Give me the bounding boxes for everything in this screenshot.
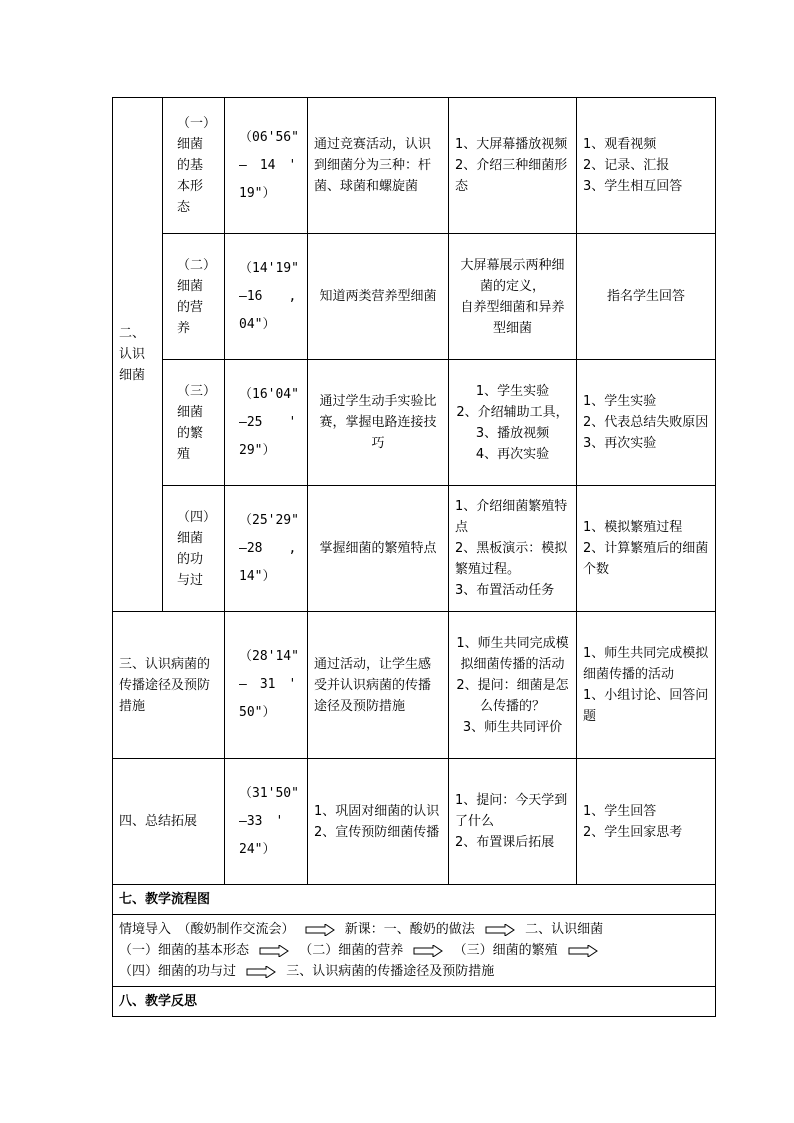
time-line: – 31 ' [239,677,297,692]
time-line: –16 , [239,288,297,304]
table-row [113,360,716,486]
time-cell [225,360,308,486]
student-cell [577,759,716,885]
time-line: （25'29" [239,512,299,528]
teacher-line: 自养型细菌和异养型细菌 [460,299,565,336]
time-line: – 14 ' [239,157,297,173]
student-cell [577,486,716,612]
teacher-line: 1、介绍细菌繁殖特点 [455,499,568,535]
sub-line: 与过 [177,572,204,588]
lesson-plan-table [112,97,716,1017]
teacher-line: 2、提问：细菌是怎么传播的？ [456,677,569,714]
goal-cell [308,486,449,612]
arrow-right-icon [305,924,335,936]
goal-cell [308,612,449,759]
time-line: –28 , [239,540,297,556]
flow-step: （一）细菌的基本形态 [119,943,250,958]
teacher-line: 3、师生共同评价 [462,719,563,735]
arrow-right-icon [246,966,276,978]
time-line: （06'56" [239,129,299,145]
student-line: 1、学生回答 [583,803,657,819]
teacher-cell [449,360,577,486]
section-title: 四、总结拓展 [119,814,198,829]
sub-line: 的基 [177,158,204,173]
table-row [113,234,716,360]
time-line: –33 ' [239,813,284,829]
time-line: 14"） [239,568,276,584]
goal-cell [308,234,449,360]
teacher-line: 2、介绍三种细菌形态 [455,158,568,194]
table-row [113,759,716,885]
flow-step: 情境导入 （酸奶制作交流会） [119,922,295,937]
goal-cell [308,98,449,234]
sub-line: 细菌 [177,137,204,152]
teacher-line: 3、播放视频 [475,425,550,441]
reflect-title: 八、教学反思 [119,994,198,1009]
teacher-line: 4、再次实验 [475,446,550,462]
flow-step: 新课：一、酸奶的做法 [344,922,475,937]
time-line: 50"） [239,705,276,720]
flow-cell [113,915,716,987]
sub-line: 细菌 [177,404,204,420]
subsection-cell [163,98,225,234]
time-line: –25 ' [239,414,297,430]
subsection-cell [163,234,225,360]
time-line: （28'14" [239,649,299,664]
sub-line: （三） [177,383,217,399]
section-cell [113,759,225,885]
goal-cell [308,759,449,885]
student-line: 2、代表总结失败原因 [583,415,709,430]
flow-step: 三、认识病菌的传播途径及预防措施 [286,964,495,979]
table-row [113,885,716,915]
teacher-line: 1、学生实验 [475,383,550,399]
goal-text: 通过竞赛活动，认识到细菌分为三种：杆菌、球菌和螺旋菌 [314,137,432,194]
teacher-line: 2、布置课后拓展 [455,835,555,850]
time-cell [225,612,308,759]
flow-line-2 [119,940,709,961]
time-cell [225,234,308,360]
teacher-line: 1、师生共同完成模拟细菌传播的活动 [456,635,569,672]
goal-line: 1、巩固对细菌的认识 [314,803,440,819]
student-line: 2、记录、汇报 [583,158,670,173]
sub-line: （四） [177,509,217,525]
flow-step: （二）细菌的营养 [299,943,404,958]
student-line: 3、学生相互回答 [583,179,683,194]
goal-text: 掌握细菌的繁殖特点 [319,541,437,556]
student-line: 3、再次实验 [583,436,657,451]
section-cell [113,612,225,759]
flow-line-3 [119,961,709,982]
time-line: （16'04" [239,386,299,402]
flow-step: （四）细菌的功与过 [119,964,237,979]
time-line: 04"） [239,316,276,332]
student-line: 2、学生回家思考 [583,824,683,840]
flow-line-1 [119,919,709,940]
student-line: 指名学生回答 [606,289,685,304]
student-cell [577,98,716,234]
teacher-cell [449,234,577,360]
teacher-line: 2、介绍辅助工具， [456,404,569,420]
teacher-line: 1、大屏幕播放视频 [455,137,568,152]
subsection-cell [163,486,225,612]
student-line: 1、小组讨论、回答问题 [583,688,709,724]
time-cell [225,98,308,234]
teacher-line: 大屏幕展示两种细菌的定义， [460,257,565,294]
flow-step: 二、认识细菌 [525,922,604,937]
subsection-cell [163,360,225,486]
flow-title-cell [113,885,716,915]
teacher-line: 3、布置活动任务 [455,583,555,598]
goal-cell [308,360,449,486]
goal-line: 2、宣传预防细菌传播 [314,824,440,840]
time-cell [225,486,308,612]
time-line: 24"） [239,841,276,857]
student-line: 1、模拟繁殖过程 [583,520,683,535]
table-row [113,486,716,612]
sub-line: 细菌 [177,278,204,294]
teacher-cell [449,486,577,612]
sub-line: （一） [177,116,217,131]
arrow-right-icon [413,945,443,957]
teacher-line: 1、提问：今天学到了什么 [455,793,568,829]
arrow-right-icon [259,945,289,957]
goal-text: 通过活动，让学生感受并认识病菌的传播途径及预防措施 [314,656,432,714]
sub-line: 的繁 [177,425,204,441]
section-cell [113,98,163,612]
student-cell [577,612,716,759]
flow-title: 七、教学流程图 [119,892,211,907]
sub-line: 本形 [177,179,204,194]
arrow-right-icon [485,924,515,936]
teacher-cell [449,98,577,234]
section-title: 二、认识细菌 [119,326,146,383]
goal-text: 通过学生动手实验比赛，掌握电路连接技巧 [319,394,437,451]
sub-line: 的功 [177,551,204,567]
time-line: （31'50" [239,785,299,801]
time-line: 29"） [239,442,276,458]
flow-step: （三）细菌的繁殖 [453,943,558,958]
time-line: 19"） [239,185,276,201]
teacher-line: 2、黑板演示：模拟繁殖过程。 [455,541,568,577]
time-cell [225,759,308,885]
student-line: 1、观看视频 [583,137,657,152]
student-line: 1、学生实验 [583,394,657,409]
table-row [113,915,716,987]
section-title: 三、认识病菌的传播途径及预防措施 [119,656,211,714]
sub-line: 养 [177,320,191,336]
student-line: 2、计算繁殖后的细菌个数 [583,541,709,577]
sub-line: 的营 [177,299,204,315]
student-line: 1、师生共同完成模拟细菌传播的活动 [583,646,709,682]
reflect-title-cell [113,987,716,1017]
time-line: （14'19" [239,260,299,276]
sub-line: 态 [177,200,191,215]
table-row [113,98,716,234]
student-cell [577,360,716,486]
teacher-cell [449,759,577,885]
sub-line: 殖 [177,446,191,462]
sub-line: （二） [177,257,217,273]
goal-text: 知道两类营养型细菌 [319,289,437,304]
teacher-cell [449,612,577,759]
sub-line: 细菌 [177,530,204,546]
student-cell [577,234,716,360]
table-row [113,612,716,759]
arrow-right-icon [568,945,598,957]
table-row [113,987,716,1017]
